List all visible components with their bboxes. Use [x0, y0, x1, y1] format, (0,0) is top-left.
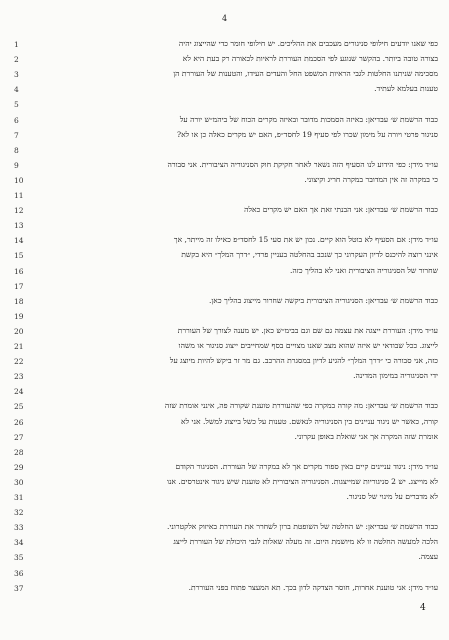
line-number: 1 — [14, 40, 19, 49]
line-number: 20 — [14, 326, 24, 336]
transcript-line: כבוד הרשמת ש׳ עבדיאן: יש החלטה של השופטת ברון לשחרר את העוררת באיזוק אלקטרוני. — [167, 522, 438, 532]
transcript-line: אומרת שזה המקרה אך אני שואלת באופן עקרוני. — [294, 431, 438, 441]
transcript-line: עו״ד מידן: ניגוד עניינים קיים באין ספור מקרים אך לא במקרה של העוררת. הסניגור הקודם — [175, 461, 438, 471]
line-number: 12 — [14, 206, 24, 216]
transcript-line: כבוד הרשמת ש׳ עבדיאן: אני הבנתי זאת אך האם יש מקרים כאלה — [244, 205, 438, 215]
transcript-line: כבוד הרשמת ש׳ עבדיאן: באיזה הסמכות מדובר ובאיזה מקרים הכוח של ביהמ״ש יורה על — [179, 114, 438, 124]
transcript-line: הלכה למעשה החלטה זו לא מיושמת היום. זה מעלה שאלות לגבי היכולת של העוררת לייצג — [173, 537, 438, 547]
line-number: 15 — [14, 251, 24, 261]
line-number: 19 — [14, 311, 24, 321]
line-number: 8 — [14, 145, 19, 155]
line-number: 17 — [14, 281, 24, 291]
line-number: 27 — [14, 432, 24, 442]
page-number-top: 4 — [221, 14, 228, 23]
line-number: 26 — [14, 417, 24, 427]
line-number: 22 — [14, 357, 24, 367]
line-number: 28 — [14, 447, 24, 457]
line-number: 3 — [14, 70, 19, 80]
line-number: 14 — [14, 236, 24, 246]
transcript-line: כי במקרה זה אין המדובר במקרה חריג וקיצוני. — [304, 174, 438, 184]
line-number: 5 — [14, 100, 19, 110]
line-number: 33 — [14, 523, 24, 533]
transcript-line: שחרור של הסניגוריה הציבורית ואני לא בהליך כזה. — [289, 265, 438, 275]
transcript-line: בצורה טובה ביותר. בהקשר שנוגע לפי הסכמת העוררת לראיות לכאורה רק בעת היא לא — [182, 54, 438, 64]
line-number: 25 — [14, 402, 24, 412]
transcript-line: עו״ד מידן: העוררת ייצגה את עצמה גם שם וגם בבימ״ש כאן. יש מענה לצורך של העוררת — [177, 325, 438, 335]
transcript-line: עצמה. — [418, 552, 438, 562]
transcript-line: סניגור פרטי ויורה על מימון שכרו לפי סעיף 19 לחסד״פ, האם יש מקרים כאלה כן או לא? — [177, 129, 438, 139]
line-number: 6 — [14, 115, 19, 125]
line-number: 7 — [14, 130, 19, 140]
line-number: 36 — [14, 568, 24, 578]
line-number: 30 — [14, 477, 24, 487]
transcript-line: עו״ד מידן: אני טוענת אחרות, חוסר הצדקה לדון בכך. תא המעצר פתוח בפני העוררת. — [188, 582, 438, 592]
line-number: 11 — [14, 191, 24, 200]
page-number-bottom: 4 — [420, 603, 426, 613]
transcript-line: קורה, כאשר יש ניגוד עניינים בין הסניגוריה לנאשם. טענות על כשל בייצוג למשל. אני לא — [181, 416, 438, 426]
line-number: 24 — [14, 387, 24, 397]
line-number: 23 — [14, 372, 24, 382]
line-number: 2 — [14, 55, 19, 65]
transcript-line: מסכימה שניתנו החלטות לגבי הראיות המשפט החל והעדים העידו, והטענות של העוררת הן — [173, 69, 438, 79]
transcript-line: כפי שאנו יודעים חילופי סניגורים מעכבים את ההליכים. יש חילופי חומר כדי שהייצוג יהיה — [178, 39, 438, 48]
line-number: 32 — [14, 508, 24, 518]
transcript-line: כבוד הרשמת ש׳ עבדיאן: מה קורה במקרה כפי שהעוררת טוענת שקורה פה, אינני אומרת שזה — [164, 401, 438, 411]
line-number: 29 — [14, 462, 24, 472]
line-number: 37 — [14, 583, 24, 593]
line-number: 34 — [14, 538, 24, 548]
line-number: 9 — [14, 160, 19, 170]
transcript-line: לייצוג. ככל שבודאי יש איזה שהוא מצב שאנו מצויים בסף שמחייבים ייצוג סניגור או משהו — [178, 341, 438, 350]
transcript-line: לא מדברים על מינוי של סניגור. — [346, 492, 438, 501]
line-number: 16 — [14, 266, 24, 276]
transcript-line: עו״ד מידן: כפי הידוע לנו הסעיף הזה נשאר לאחר חקיקת חוק הסניגוריה הציבורית. אני סבורה — [167, 159, 438, 169]
transcript-line: עו״ד מידן: אם הסעיף לא בוטל הוא קיים. נכון יש את סעי 15 לחסד״פ כאילו זה מייתר, אך — [173, 235, 438, 245]
transcript-line: אינני רוצה להיכנס לדיון העקרוני כך שנכב בהחלטה בעניין פרדי, ״דרך המלך״ היא בקשת — [181, 250, 438, 260]
line-number: 21 — [14, 342, 24, 351]
line-number: 10 — [14, 175, 24, 185]
line-number: 18 — [14, 296, 24, 306]
transcript-line: טענות בעלמא לעתיד. — [374, 84, 438, 94]
line-number: 4 — [14, 85, 19, 95]
transcript-line: לא מוייצג. יש 2 סניגוריות שמייצגות. הסניגוריה הציבורית לא טוענת שיש ניגוד אינטרסים. אנו — [167, 476, 438, 486]
transcript-line: כבוד הרשמת ש׳ עבדיאן: הסניגוריה הציבורית ביקשה שחרור מייצוג בהליך כאן. — [208, 295, 438, 305]
line-number: 13 — [14, 221, 24, 231]
line-number: 35 — [14, 553, 24, 563]
transcript-line: כזה, אני סבורה כי ״דרך המלך״ להגיע לדיון במסגרת ההרכב. גם מר זר ביקש להיות מיוצג על — [169, 356, 438, 366]
line-number: 31 — [14, 493, 24, 502]
transcript-line: ידי הסניגוריה במימון המדינה. — [353, 371, 438, 381]
